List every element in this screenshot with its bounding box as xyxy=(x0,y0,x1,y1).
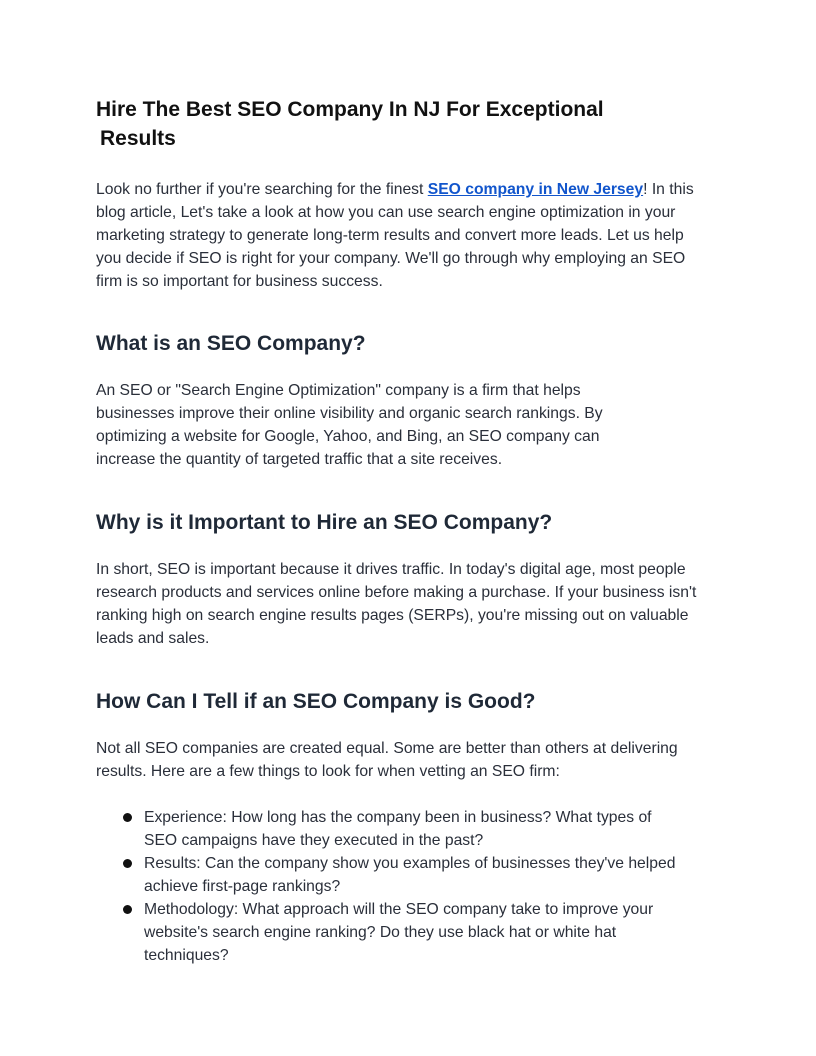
list-item-results: Results: Can the company show you examples of businesses they've helped achieve first-page rankings? xyxy=(144,855,676,895)
intro-text-before-link: Look no further if you're searching for the finest xyxy=(96,181,428,198)
list-item xyxy=(96,852,676,898)
list-item xyxy=(96,898,676,967)
list-item-methodology: Methodology: What approach will the SEO company take to improve your website's search engine ranking? Do they use black hat or white hat techniques? xyxy=(144,901,654,964)
bullet-icon xyxy=(123,905,132,914)
intro-paragraph xyxy=(96,178,712,293)
document-page xyxy=(96,95,716,967)
page-title xyxy=(96,95,656,153)
section-body-what-is-seo-company: An SEO or "Search Engine Optimization" company is a firm that helps businesses improve their online visibility and organic search rankings. By optimizing a website for Google, Yahoo, and Bing, an SEO company can increase the quantity of targeted traffic that a site receives. xyxy=(96,382,603,468)
seo-company-nj-link[interactable]: SEO company in New Jersey xyxy=(427,181,644,198)
section-body-how-tell-good: Not all SEO companies are created equal. Some are better than others at delivering results. Here are a few things to look for when vetting an SEO firm: xyxy=(96,740,678,780)
bullet-icon xyxy=(123,813,132,822)
section-heading-what-is-seo-company: What is an SEO Company? xyxy=(96,332,366,355)
page-title-line-2: Results xyxy=(100,127,176,150)
list-item-experience: Experience: How long has the company been in business? What types of SEO campaigns have they executed in the past? xyxy=(144,809,652,849)
intro-text-after-link: ! In this blog article, Let's take a look at how you can use search engine optimization in your marketing strategy to generate long-term results and convert more leads. Let us help you decide if SEO is right for your company. We'll go through why employing an SEO firm is so important for business success. xyxy=(96,181,694,290)
list-item xyxy=(96,806,676,852)
section-body-why-hire: In short, SEO is important because it drives traffic. In today's digital age, most people research products and services online before making a purchase. If your business isn't ranking high on search engine results pages (SERPs), you're missing out on valuable leads and sales. xyxy=(96,561,697,647)
vetting-criteria-list xyxy=(96,806,676,967)
bullet-icon xyxy=(123,859,132,868)
section-heading-how-tell-good: How Can I Tell if an SEO Company is Good? xyxy=(96,690,536,713)
section-heading-why-hire: Why is it Important to Hire an SEO Company? xyxy=(96,511,553,534)
page-title-line-1: Hire The Best SEO Company In NJ For Exceptional xyxy=(96,98,604,121)
